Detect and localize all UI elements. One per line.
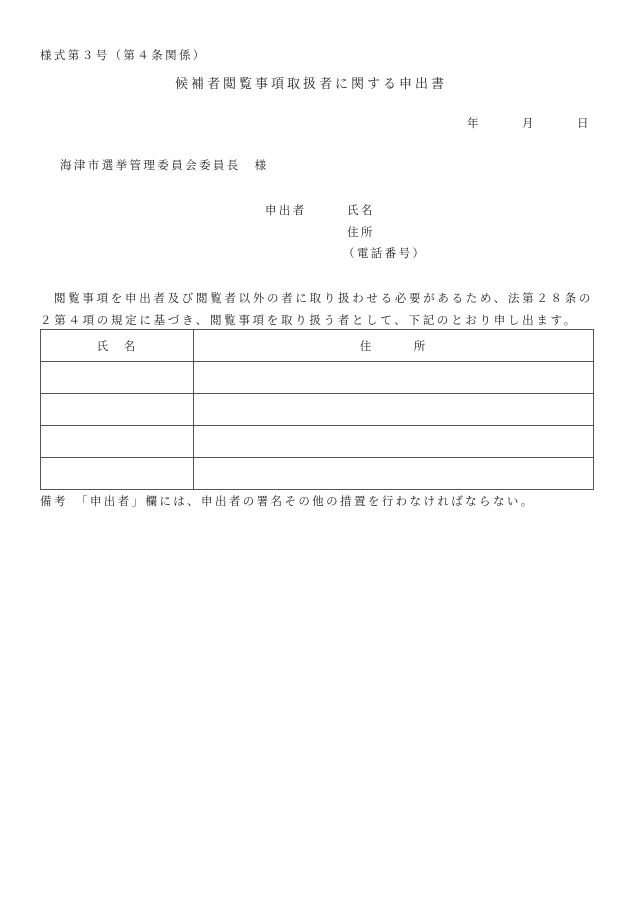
table-header-row xyxy=(41,330,594,362)
address-cell[interactable] xyxy=(194,426,594,458)
table-row xyxy=(41,426,594,458)
name-cell[interactable] xyxy=(41,394,194,426)
document-title: 候補者閲覧事項取扱者に関する申出書 xyxy=(175,77,448,92)
header-name: 氏 名 xyxy=(41,330,194,362)
address-cell[interactable] xyxy=(194,394,594,426)
body-line-2: ２第４項の規定に基づき、閲覧事項を取り扱う者として、下記のとおり申し出ます。 xyxy=(40,313,578,327)
addressee: 海津市選挙管理委員会委員長 様 xyxy=(60,158,269,172)
remarks-note: 備考 「申出者」欄には、申出者の署名その他の措置を行わなければならない。 xyxy=(40,494,535,508)
name-cell[interactable] xyxy=(41,458,194,490)
applicant-name-label: 氏名 xyxy=(347,203,375,217)
header-address: 住 所 xyxy=(194,330,594,362)
table-row xyxy=(41,458,594,490)
applicant-label: 申出者 xyxy=(265,203,307,217)
address-cell[interactable] xyxy=(194,458,594,490)
name-cell[interactable] xyxy=(41,426,194,458)
date-year: 年 xyxy=(467,116,481,130)
body-line-1: 閲覧事項を申出者及び閲覧者以外の者に取り扱わせる必要があるため、法第２８条の xyxy=(54,291,594,305)
name-cell[interactable] xyxy=(41,362,194,394)
date-day: 日 xyxy=(577,116,591,130)
applicant-address-label: 住所 xyxy=(347,225,375,239)
address-cell[interactable] xyxy=(194,362,594,394)
applicant-phone-label: （電話番号） xyxy=(343,246,427,260)
table-row xyxy=(41,362,594,394)
handler-table xyxy=(40,329,594,490)
form-number: 様式第３号（第４条関係） xyxy=(40,48,207,62)
date-month: 月 xyxy=(522,116,536,130)
table-row xyxy=(41,394,594,426)
